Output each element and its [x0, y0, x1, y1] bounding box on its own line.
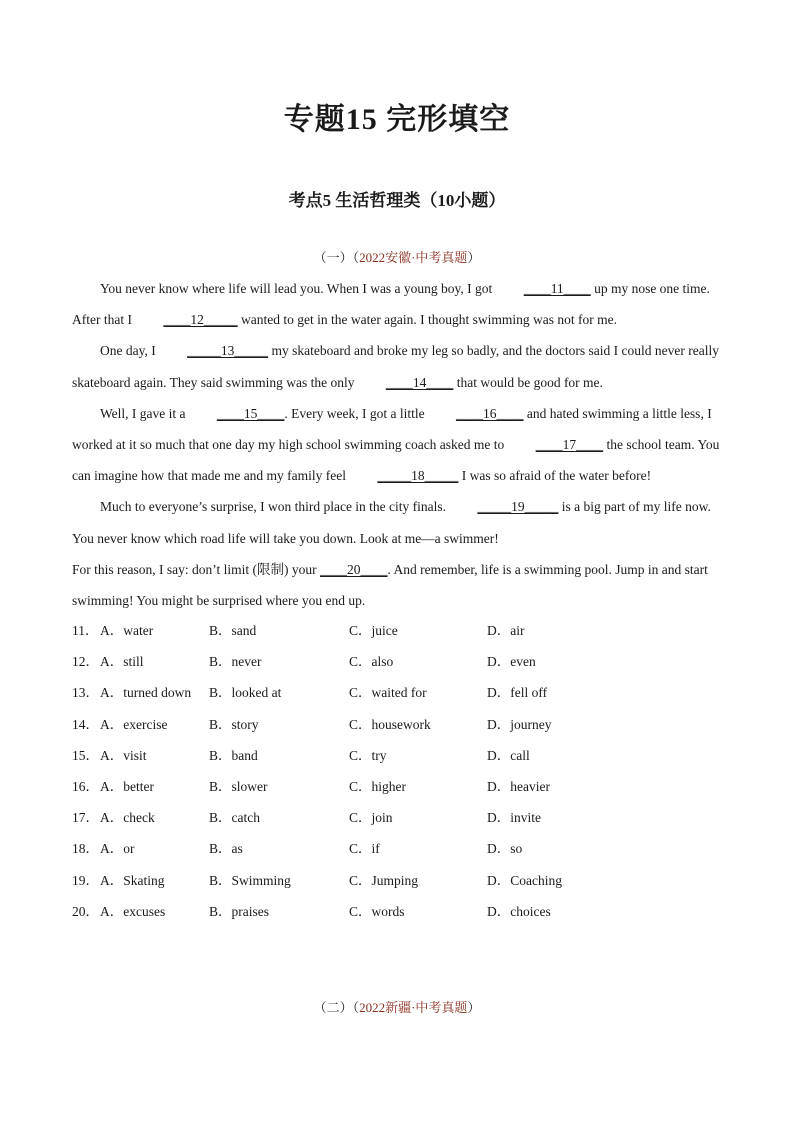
blank-18: _____18_____: [377, 468, 459, 484]
option-d: D．heavier: [487, 778, 550, 794]
option-a: A．better: [100, 778, 154, 794]
option-c: C．join: [349, 810, 393, 826]
option-c: C．Jumping: [349, 872, 419, 888]
question-row: [72, 865, 722, 896]
paragraph-3: [72, 398, 722, 492]
option-b: B．slower: [209, 778, 268, 794]
text-run: . And remember, life is a swimming pool. Jump in and start swimming! You might be surprised where you end up.: [72, 561, 708, 609]
option-a: A．Skating: [100, 872, 165, 888]
question-row: [72, 709, 722, 740]
option-b: B．never: [209, 654, 262, 670]
blank-19: _____19_____: [477, 499, 559, 515]
header-suffix: ）: [467, 250, 481, 265]
blank-13: _____13_____: [187, 343, 269, 359]
question-number: 18．: [72, 841, 99, 857]
text-run: For this reason, I say: don’t limit (限制) your: [72, 561, 320, 577]
header-source: 2022安徽·中考真题: [359, 250, 468, 265]
option-d: D．air: [487, 623, 525, 638]
option-b: B．looked at: [209, 685, 282, 701]
text-run: wanted to get in the water again. I thought swimming was not for me.: [237, 312, 618, 328]
header-prefix: （二）（: [313, 1000, 360, 1015]
paragraph-2: [72, 335, 722, 397]
text-run: and hated swimming a little less, I worked at it so much that one day my high school swimming coach asked me to: [72, 405, 712, 453]
header-prefix: （一）（: [313, 250, 360, 265]
option-d: D．journey: [487, 716, 552, 732]
question-row: [72, 802, 722, 833]
passage-1: [72, 273, 722, 616]
answer-options: [72, 615, 722, 927]
option-c: C．also: [349, 654, 394, 670]
question-number: 16．: [72, 778, 99, 794]
passage-2-header: [0, 997, 794, 1016]
section-subtitle: 考点5 生活哲理类（10小题）: [288, 191, 506, 210]
option-a: A．still: [100, 654, 144, 670]
question-row: [72, 646, 722, 677]
blank-17: ____17____: [535, 437, 604, 453]
option-c: C．try: [349, 747, 387, 763]
question-number: 14．: [72, 716, 99, 732]
option-d: D．fell off: [487, 685, 548, 701]
option-c: C．juice: [349, 623, 398, 638]
option-d: D．invite: [487, 810, 541, 826]
option-a: A．visit: [100, 747, 147, 763]
option-b: B．praises: [209, 903, 269, 919]
header-suffix: ）: [467, 1000, 481, 1015]
option-a: A．check: [100, 810, 155, 826]
option-c: C．waited for: [349, 685, 427, 701]
paragraph-1: [72, 273, 722, 335]
blank-20: ____20____: [319, 561, 388, 577]
option-c: C．housework: [349, 716, 431, 732]
text-run: up my nose one time. After that I: [72, 281, 710, 328]
option-d: D．so: [487, 841, 523, 857]
option-c: C．if: [349, 841, 380, 857]
blank-12: ____12_____: [163, 312, 238, 328]
passage-1-header: [0, 247, 794, 266]
question-number: 15．: [72, 747, 99, 763]
text-run: Much to everyone’s surprise, I won third place in the city finals.: [100, 499, 450, 515]
text-run: the school team. You can imagine how that made me and my family feel: [72, 437, 720, 484]
option-d: D．call: [487, 747, 530, 763]
option-b: B．catch: [209, 810, 260, 826]
option-c: C．higher: [349, 778, 406, 794]
text-run: is a big part of my life now. You never know which road life will take you down. Look at me—a swimmer!: [72, 499, 711, 546]
text-run: my skateboard and broke my leg so badly, and the doctors said I could never really skateboard again. They said swimming was the only: [72, 343, 719, 390]
text-run: I was so afraid of the water before!: [458, 468, 652, 484]
option-b: B．as: [209, 841, 243, 857]
text-run: You never know where life will lead you. When I was a young boy, I got: [100, 281, 496, 296]
option-d: D．even: [487, 654, 536, 670]
header-source: 2022新疆·中考真题: [359, 1000, 468, 1015]
option-a: A．exercise: [100, 716, 168, 732]
question-row: [72, 771, 722, 802]
blank-11: ____11____: [523, 281, 591, 296]
question-row: [72, 677, 722, 708]
option-a: A．excuses: [100, 903, 166, 919]
text-run: Well, I gave it a: [100, 405, 189, 421]
option-d: D．Coaching: [487, 872, 562, 888]
text-run: . Every week, I got a little: [284, 405, 428, 421]
blank-14: ____14____: [385, 374, 454, 390]
question-row: [72, 740, 722, 771]
question-number: 17．: [72, 810, 99, 826]
question-number: 19．: [72, 872, 99, 888]
question-row: [72, 833, 722, 864]
question-row: [72, 896, 722, 927]
option-b: B．sand: [209, 623, 257, 638]
option-c: C．words: [349, 903, 405, 919]
option-b: B．band: [209, 747, 258, 763]
blank-15: ____15____: [216, 405, 285, 421]
text-run: One day, I: [100, 343, 160, 359]
blank-16: ____16____: [455, 405, 524, 421]
question-row: [72, 615, 722, 646]
option-a: A．turned down: [100, 685, 192, 701]
paragraph-5: [72, 554, 722, 616]
option-a: A．water: [100, 623, 154, 638]
page-title: 专题15 完形填空: [283, 103, 511, 136]
question-number: 11．: [72, 623, 99, 638]
paragraph-4: [72, 491, 722, 553]
question-number: 20．: [72, 903, 99, 919]
question-number: 13．: [72, 685, 99, 701]
option-b: B．Swimming: [209, 872, 291, 888]
question-number: 12．: [72, 654, 99, 670]
text-run: that would be good for me.: [453, 374, 603, 390]
option-d: D．choices: [487, 903, 551, 919]
option-a: A．or: [100, 841, 135, 857]
option-b: B．story: [209, 716, 259, 732]
